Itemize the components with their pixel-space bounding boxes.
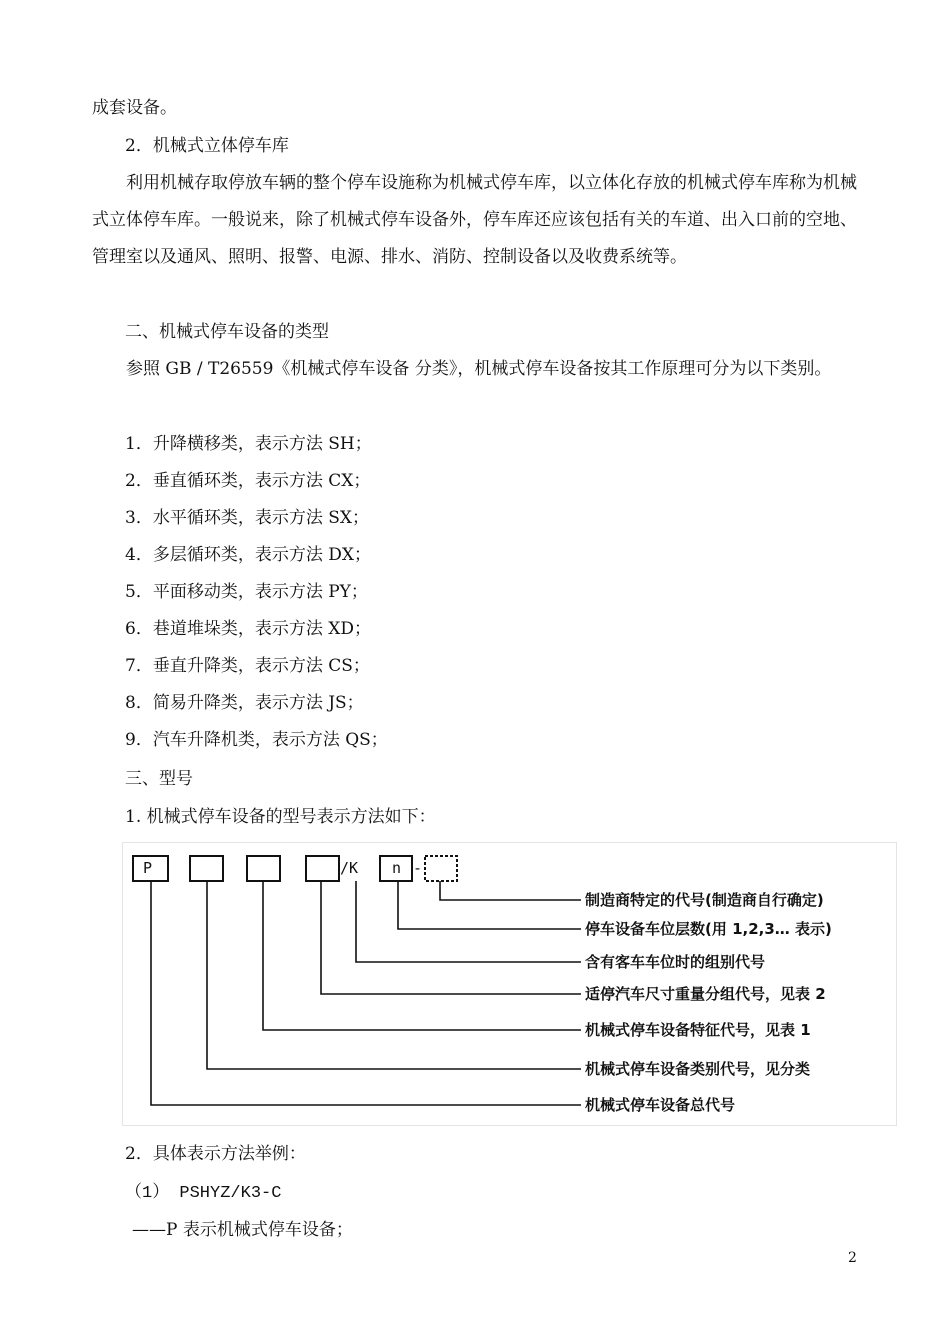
diagram-label-feature-code: 机械式停车设备特征代号，见表 1 — [585, 1021, 811, 1039]
section-2-paragraph — [92, 165, 862, 276]
list-item-type-2: 2．垂直循环类，表示方法 CX； — [125, 471, 371, 491]
list-item-type-4: 4．多层循环类，表示方法 DX； — [125, 545, 371, 565]
intro-tail-text: 成套设备。 — [92, 98, 177, 118]
diagram-label-category-code: 机械式停车设备类别代号，见分类 — [585, 1060, 811, 1078]
section-2-paragraph-text: 利用机械存取停放车辆的整个停车设施称为机械式停车库，以立体化存放的机械式停车库称为机械式立体停车库。一般说来，除了机械式停车设备外，停车库还应该包括有关的车道、出入口前的空地、管理室以及通风、照明、报警、电源、排水、消防、控制设备以及收费系统等。 — [92, 173, 857, 267]
example-1-code: （1） PSHYZ/K3-C — [125, 1184, 282, 1203]
list-item-type-7: 7．垂直升降类，表示方法 CS； — [125, 656, 370, 676]
list-item-type-3: 3．水平循环类，表示方法 SX； — [125, 508, 369, 528]
diagram-label-vehicle-size-group: 适停汽车尺寸重量分组代号，见表 2 — [585, 985, 826, 1003]
example-p-text: ——P 表示机械式停车设备； — [132, 1220, 353, 1240]
diagram-label-floor-count: 停车设备车位层数(用 1,2,3… 表示) — [585, 920, 832, 938]
diagram-label-bus-group: 含有客车车位时的组别代号 — [585, 953, 766, 971]
heading-model: 三、型号 — [125, 769, 193, 789]
list-item-type-1: 1．升降横移类，表示方法 SH； — [125, 434, 372, 454]
diagram-label-manufacturer-code: 制造商特定的代号(制造商自行确定) — [585, 891, 824, 909]
box-n-label: n — [392, 859, 402, 877]
model-code-diagram — [122, 842, 897, 1126]
heading-types: 二、机械式停车设备的类型 — [125, 322, 329, 342]
list-item-type-9: 9．汽车升降机类，表示方法 QS； — [125, 730, 388, 750]
example-heading: 2．具体表示方法举例： — [125, 1144, 306, 1164]
model-intro-text: 1. 机械式停车设备的型号表示方法如下： — [125, 807, 436, 827]
page-number: 2 — [848, 1250, 857, 1266]
section-2-heading: 2．机械式立体停车库 — [125, 136, 289, 156]
box-p-label: P — [143, 859, 153, 877]
list-item-type-8: 8．简易升降类，表示方法 JS； — [125, 693, 364, 713]
list-item-type-6: 6．巷道堆垛类，表示方法 XD； — [125, 619, 371, 639]
list-item-type-5: 5．平面移动类，表示方法 PY； — [125, 582, 368, 602]
types-paragraph-text: 参照 GB / T26559《机械式停车设备 分类》，机械式停车设备按其工作原理可分为以下类别。 — [126, 359, 832, 379]
slash-k-label: /K — [340, 859, 359, 877]
types-paragraph — [92, 351, 862, 388]
dash-label: - — [413, 859, 423, 877]
diagram-label-general-code: 机械式停车设备总代号 — [585, 1096, 736, 1114]
